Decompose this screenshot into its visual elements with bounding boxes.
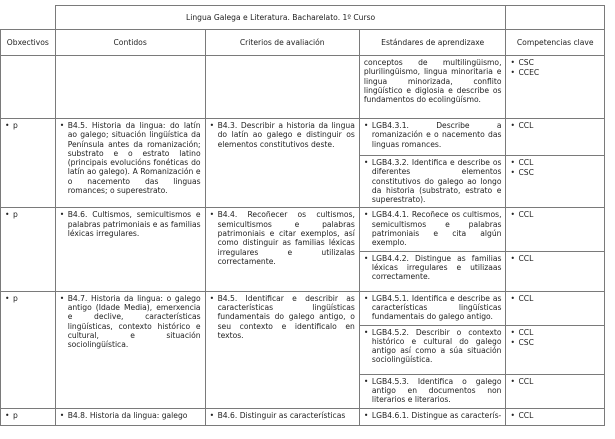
table-title: Lingua Galega e Literatura. Bacharelato. 1º Curso: [55, 6, 506, 30]
competence-item: • CCL: [510, 121, 600, 130]
competence-item: • CCL: [510, 377, 600, 386]
standard-item: • LGB4.6.1. Distingue as caracterís-: [364, 411, 502, 420]
competence-cell: [506, 251, 605, 291]
standard-item: • LGB4.5.2. Describir o contexto histórico e cultural do galego antigo así como a súa situación sociolingüística.: [364, 328, 502, 365]
criterion-item: • B4.5. Identificar e describir as características lingüísticas fundamentais do galego antigo, o seu contexto e identificalo en textos.: [210, 294, 355, 340]
standard-item: • LGB4.4.2. Distingue as familias léxicas irregulares e utilizaas correctamente.: [364, 254, 502, 282]
competence-item: • CSC: [510, 168, 600, 177]
standard-item: • LGB4.3.2. Identifica e describe os diferentes elementos constitutivos do galego ao longo da historia (substrato, estrato e superestrato).: [364, 158, 502, 204]
competence-item: • CCL: [510, 294, 600, 303]
standard-cell: [359, 208, 506, 251]
header-competences: Competencias clave: [506, 30, 605, 56]
content-cell: [55, 56, 205, 119]
competence-item: • CCL: [510, 328, 600, 337]
header-criteria: Criterios de avaliación: [205, 30, 359, 56]
standard-cell: [359, 325, 506, 374]
table-row: [1, 291, 605, 325]
criterion-item: • B4.4. Recoñecer os cultismos, semicultismos e palabras patrimoniais e citar exemplos, así como distinguir as familias léxicas irregulares e utilizalas correctamente.: [210, 210, 355, 266]
table-row: [1, 119, 605, 156]
criterion-cell: [205, 208, 359, 291]
table-row: [1, 408, 605, 425]
standard-cell: [359, 408, 506, 425]
criterion-cell: [205, 408, 359, 425]
standard-item: • LGB4.4.1. Recoñece os cultismos, semicultismos e palabras patrimoniais e cita algún exemplo.: [364, 210, 502, 247]
title-spacer: [1, 6, 56, 30]
objective-cell: [1, 56, 56, 119]
standard-item: • LGB4.3.1. Describe a romanización e o nacemento das linguas romances.: [364, 121, 502, 149]
competence-item: • CSC: [510, 338, 600, 347]
objective-cell: [1, 291, 56, 408]
content-item: • B4.8. Historia da lingua: galego: [60, 411, 201, 420]
competence-cell: [506, 325, 605, 374]
criterion-cell: [205, 119, 359, 208]
competence-cell: [506, 208, 605, 251]
standard-cell: [359, 251, 506, 291]
standard-text: conceptos de multilingüismo, plurilingüismo, lingua minoritaria e lingua minorizada, conflito lingüístico e diglosia e describe os fundamentos do ecolingüísmo.: [363, 58, 502, 105]
standard-cell: [359, 374, 506, 408]
standard-cell: [359, 56, 506, 119]
objective-item: • p: [5, 210, 51, 219]
standard-cell: [359, 119, 506, 156]
content-item: • B4.7. Historia da lingua: o galego antigo (Idade Media), emerxencia e declive, características lingüísticas, contexto histórico e cultural, e situación sociolingüística.: [60, 294, 201, 350]
criterion-item: • B4.6. Distinguir as características: [210, 411, 355, 420]
standard-cell: [359, 156, 506, 208]
table-header-row: [1, 30, 605, 56]
competence-item: • CCEC: [510, 68, 600, 77]
criterion-cell: [205, 291, 359, 408]
header-objectives: Obxectivos: [1, 30, 56, 56]
competence-item: • CCL: [510, 210, 600, 219]
competence-cell: [506, 408, 605, 425]
criterion-item: • B4.3. Describir a historia da lingua do latín ao galego e distinguir os elementos constitutivos deste.: [210, 121, 355, 149]
competence-item: • CCL: [510, 158, 600, 167]
competence-item: • CCL: [510, 254, 600, 263]
content-cell: [55, 119, 205, 208]
criterion-cell: [205, 56, 359, 119]
table-row: [1, 56, 605, 119]
objective-cell: [1, 408, 56, 425]
standard-item: • LGB4.5.3. Identifica o galego antigo en documentos non literarios e literarios.: [364, 377, 502, 405]
content-cell: [55, 408, 205, 425]
competence-cell: [506, 119, 605, 156]
competence-cell: [506, 291, 605, 325]
standard-cell: [359, 291, 506, 325]
curriculum-table: [0, 5, 605, 426]
competence-cell: [506, 374, 605, 408]
content-item: • B4.5. Historia da lingua: do latín ao galego; situación lingüística da Península antes da romanización; substrato e o estrato latino (principais evolucións fonéticas do latín ao galego). A Romanización e o nacemento das linguas romances; o superestrato.: [60, 121, 201, 195]
objective-item: • p: [5, 121, 51, 130]
competence-item: • CSC: [510, 58, 600, 67]
competence-item: • CCL: [510, 411, 600, 420]
objective-cell: [1, 119, 56, 208]
title-right-cell: [506, 6, 605, 30]
content-cell: [55, 208, 205, 291]
content-cell: [55, 291, 205, 408]
objective-item: • p: [5, 294, 51, 303]
standard-item: • LGB4.5.1. Identifica e describe as características lingüísticas fundamentais do galego antigo.: [364, 294, 502, 322]
table-row: [1, 208, 605, 251]
objective-item: • p: [5, 411, 51, 420]
competence-cell: [506, 56, 605, 119]
header-standards: Estándares de aprendizaxe: [359, 30, 506, 56]
table-title-row: [1, 6, 605, 30]
competence-cell: [506, 156, 605, 208]
objective-cell: [1, 208, 56, 291]
content-item: • B4.6. Cultismos, semicultismos e palabras patrimoniais e as familias léxicas irregulares.: [60, 210, 201, 238]
header-contents: Contidos: [55, 30, 205, 56]
